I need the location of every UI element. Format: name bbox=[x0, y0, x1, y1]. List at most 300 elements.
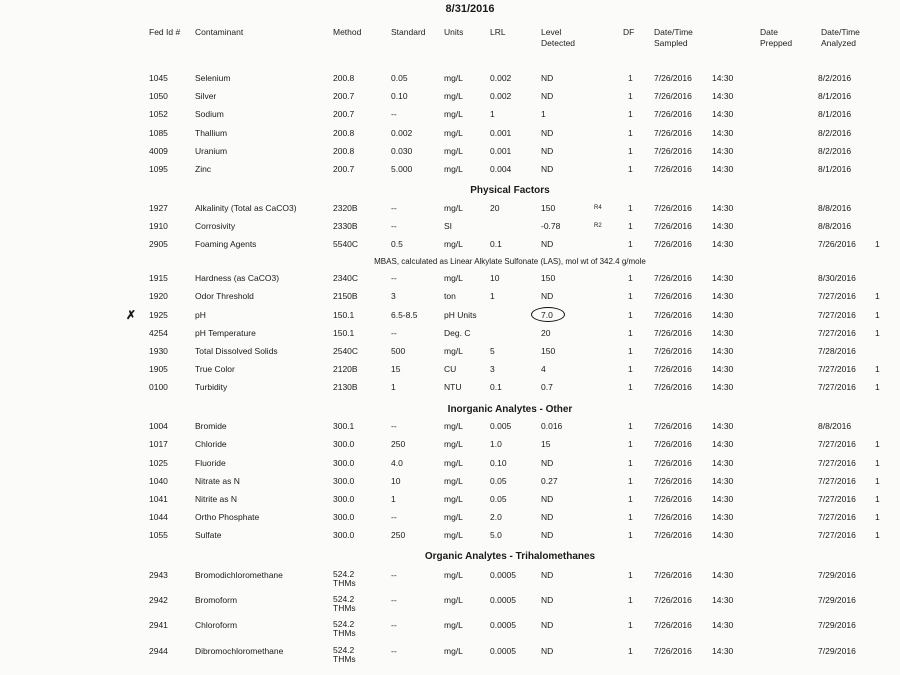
cell-date-sampled: 7/26/2016 bbox=[654, 620, 692, 630]
cell-contaminant: Foaming Agents bbox=[195, 239, 257, 249]
cell-df: 1 bbox=[628, 328, 633, 338]
cell-time-sampled: 14:30 bbox=[712, 476, 734, 486]
cell-date-analyzed: 8/1/2016 bbox=[818, 164, 852, 174]
cell-units: mg/L bbox=[444, 620, 463, 630]
cell-date-analyzed: 8/8/2016 bbox=[818, 221, 852, 231]
cell-fed-id: 1095 bbox=[149, 164, 168, 174]
cell-date-sampled: 7/26/2016 bbox=[654, 382, 692, 392]
cell-units: mg/L bbox=[444, 494, 463, 504]
col-date-analyzed: Date/Time Analyzed bbox=[821, 27, 860, 48]
cell-df: 1 bbox=[628, 382, 633, 392]
cell-lrl: 1 bbox=[490, 109, 495, 119]
cell-date-sampled: 7/26/2016 bbox=[654, 221, 692, 231]
cell-date-sampled: 7/26/2016 bbox=[654, 164, 692, 174]
col-date-sampled: Date/Time Sampled bbox=[654, 27, 693, 48]
cell-units: mg/L bbox=[444, 346, 463, 356]
cell-lrl: 10 bbox=[490, 273, 500, 283]
cell-fed-id: 1920 bbox=[149, 291, 168, 301]
cell-method: 200.7 bbox=[333, 91, 355, 101]
cell-fed-id: 1017 bbox=[149, 439, 168, 449]
cell-contaminant: Bromide bbox=[195, 421, 227, 431]
cell-date-analyzed: 8/8/2016 bbox=[818, 203, 852, 213]
cell-standard: -- bbox=[391, 273, 397, 283]
cell-standard: -- bbox=[391, 620, 397, 630]
cell-units: mg/L bbox=[444, 273, 463, 283]
handwritten-circle bbox=[531, 307, 565, 322]
cell-date-sampled: 7/26/2016 bbox=[654, 109, 692, 119]
cell-contaminant: Odor Threshold bbox=[195, 291, 254, 301]
cell-lrl: 3 bbox=[490, 364, 495, 374]
cell-units: mg/L bbox=[444, 91, 463, 101]
cell-contaminant: Silver bbox=[195, 91, 217, 101]
cell-standard: -- bbox=[391, 221, 397, 231]
cell-contaminant: pH Temperature bbox=[195, 328, 256, 338]
cell-time-sampled: 14:30 bbox=[712, 291, 734, 301]
cell-date-sampled: 7/26/2016 bbox=[654, 439, 692, 449]
cell-level-detected: ND bbox=[541, 458, 554, 468]
cell-units: mg/L bbox=[444, 128, 463, 138]
cell-time-sampled: 14:30 bbox=[712, 128, 734, 138]
section-title: Inorganic Analytes - Other bbox=[447, 404, 573, 415]
cell-date-analyzed: 7/27/2016 bbox=[818, 458, 856, 468]
cell-contaminant: Nitrite as N bbox=[195, 494, 238, 504]
cell-standard: -- bbox=[391, 109, 397, 119]
cell-date-sampled: 7/26/2016 bbox=[654, 476, 692, 486]
table-row bbox=[0, 109, 900, 123]
cell-level-detected: ND bbox=[541, 494, 554, 504]
cell-lrl: 0.002 bbox=[490, 73, 512, 83]
cell-contaminant: Dibromochloromethane bbox=[195, 646, 284, 656]
cell-method: 300.0 bbox=[333, 530, 355, 540]
cell-standard: 0.05 bbox=[391, 73, 408, 83]
cell-df: 1 bbox=[628, 128, 633, 138]
col-contaminant: Contaminant bbox=[195, 27, 244, 37]
cell-fed-id: 2905 bbox=[149, 239, 168, 249]
table-row bbox=[0, 530, 900, 544]
cell-df: 1 bbox=[628, 273, 633, 283]
cell-lrl: 5 bbox=[490, 346, 495, 356]
cell-standard: 0.10 bbox=[391, 91, 408, 101]
cell-time-analyzed-cut: 1 bbox=[875, 476, 880, 486]
cell-lrl: 0.001 bbox=[490, 146, 512, 156]
cell-date-sampled: 7/26/2016 bbox=[654, 595, 692, 605]
cell-fed-id: 1915 bbox=[149, 273, 168, 283]
cell-time-sampled: 14:30 bbox=[712, 310, 734, 320]
table-row bbox=[0, 73, 900, 87]
cell-time-sampled: 14:30 bbox=[712, 364, 734, 374]
section-title: Organic Analytes - Trihalomethanes bbox=[424, 551, 596, 562]
cell-method: 300.0 bbox=[333, 439, 355, 449]
cell-level-detected: ND bbox=[541, 570, 554, 580]
cell-units: pH Units bbox=[444, 310, 477, 320]
cell-standard: 6.5-8.5 bbox=[391, 310, 418, 320]
cell-method: 524.2 THMs bbox=[333, 569, 356, 588]
cell-lrl: 0.002 bbox=[490, 91, 512, 101]
cell-time-analyzed-cut: 1 bbox=[875, 512, 880, 522]
cell-date-sampled: 7/26/2016 bbox=[654, 512, 692, 522]
cell-lrl: 0.05 bbox=[490, 494, 507, 504]
cell-method: 2330B bbox=[333, 221, 358, 231]
cell-time-analyzed-cut: 1 bbox=[875, 458, 880, 468]
cell-time-analyzed-cut: 1 bbox=[875, 494, 880, 504]
cell-units: mg/L bbox=[444, 421, 463, 431]
cell-method: 150.1 bbox=[333, 310, 355, 320]
cell-method: 524.2 THMs bbox=[333, 645, 356, 664]
cell-standard: 250 bbox=[391, 530, 406, 540]
cell-level-detected: ND bbox=[541, 620, 554, 630]
cell-lrl: 0.001 bbox=[490, 128, 512, 138]
cell-time-sampled: 14:30 bbox=[712, 73, 734, 83]
cell-lrl: 0.004 bbox=[490, 164, 512, 174]
cell-date-analyzed: 8/2/2016 bbox=[818, 128, 852, 138]
cell-standard: 0.002 bbox=[391, 128, 413, 138]
cell-level-detected: 150 bbox=[541, 346, 556, 356]
cell-df: 1 bbox=[628, 239, 633, 249]
table-row bbox=[0, 128, 900, 142]
cell-method: 200.8 bbox=[333, 128, 355, 138]
cell-df: 1 bbox=[628, 512, 633, 522]
table-row bbox=[0, 203, 900, 217]
cell-lrl: 20 bbox=[490, 203, 500, 213]
cell-contaminant: Selenium bbox=[195, 73, 231, 83]
cell-time-sampled: 14:30 bbox=[712, 382, 734, 392]
table-row bbox=[0, 221, 900, 235]
cell-df: 1 bbox=[628, 109, 633, 119]
table-row bbox=[0, 476, 900, 490]
cell-units: mg/L bbox=[444, 646, 463, 656]
cell-fed-id: 2943 bbox=[149, 570, 168, 580]
cell-time-sampled: 14:30 bbox=[712, 458, 734, 468]
cell-date-sampled: 7/26/2016 bbox=[654, 310, 692, 320]
cell-fed-id: 1040 bbox=[149, 476, 168, 486]
cell-fed-id: 1041 bbox=[149, 494, 168, 504]
cell-method: 300.0 bbox=[333, 476, 355, 486]
cell-contaminant: Sodium bbox=[195, 109, 224, 119]
cell-date-analyzed: 7/27/2016 bbox=[818, 364, 856, 374]
cell-df: 1 bbox=[628, 421, 633, 431]
cell-time-sampled: 14:30 bbox=[712, 646, 734, 656]
cell-units: mg/L bbox=[444, 512, 463, 522]
cell-units: mg/L bbox=[444, 595, 463, 605]
cell-standard: 1 bbox=[391, 494, 396, 504]
cell-lrl: 2.0 bbox=[490, 512, 502, 522]
cell-contaminant: Sulfate bbox=[195, 530, 222, 540]
report-date: 8/31/2016 bbox=[445, 3, 495, 15]
cell-lrl: 0.1 bbox=[490, 239, 502, 249]
cell-standard: -- bbox=[391, 595, 397, 605]
cell-contaminant: pH bbox=[195, 310, 206, 320]
cell-fed-id: 1050 bbox=[149, 91, 168, 101]
cell-date-analyzed: 7/27/2016 bbox=[818, 382, 856, 392]
cell-date-sampled: 7/26/2016 bbox=[654, 146, 692, 156]
cell-date-analyzed: 8/30/2016 bbox=[818, 273, 856, 283]
cell-standard: 3 bbox=[391, 291, 396, 301]
cell-time-sampled: 14:30 bbox=[712, 91, 734, 101]
cell-units: ton bbox=[444, 291, 456, 301]
table-row bbox=[0, 291, 900, 305]
cell-time-analyzed-cut: 1 bbox=[875, 530, 880, 540]
table-row bbox=[0, 569, 900, 588]
cell-df: 1 bbox=[628, 346, 633, 356]
cell-contaminant: Chloroform bbox=[195, 620, 238, 630]
cell-time-sampled: 14:30 bbox=[712, 512, 734, 522]
table-row bbox=[0, 645, 900, 664]
cell-method: 2130B bbox=[333, 382, 358, 392]
cell-level-detected: ND bbox=[541, 646, 554, 656]
cell-date-sampled: 7/26/2016 bbox=[654, 291, 692, 301]
cell-level-detected: ND bbox=[541, 146, 554, 156]
cell-standard: 500 bbox=[391, 346, 406, 356]
cell-level-detected: 0.016 bbox=[541, 421, 563, 431]
table-row bbox=[0, 494, 900, 508]
cell-fed-id: 1044 bbox=[149, 512, 168, 522]
cell-date-analyzed: 7/27/2016 bbox=[818, 310, 856, 320]
cell-contaminant: Zinc bbox=[195, 164, 212, 174]
cell-units: mg/L bbox=[444, 239, 463, 249]
cell-date-analyzed: 7/29/2016 bbox=[818, 646, 856, 656]
cell-df: 1 bbox=[628, 91, 633, 101]
cell-method: 300.0 bbox=[333, 458, 355, 468]
cell-date-sampled: 7/26/2016 bbox=[654, 203, 692, 213]
cell-time-analyzed-cut: 1 bbox=[875, 364, 880, 374]
cell-fed-id: 1905 bbox=[149, 364, 168, 374]
cell-time-sampled: 14:30 bbox=[712, 221, 734, 231]
cell-units: mg/L bbox=[444, 109, 463, 119]
cell-df: 1 bbox=[628, 476, 633, 486]
cell-df: 1 bbox=[628, 146, 633, 156]
cell-level-detected: ND bbox=[541, 239, 554, 249]
cell-date-analyzed: 7/27/2016 bbox=[818, 494, 856, 504]
cell-level-detected: -0.78 bbox=[541, 221, 561, 231]
cell-df: 1 bbox=[628, 595, 633, 605]
cell-date-analyzed: 7/27/2016 bbox=[818, 291, 856, 301]
cell-df: 1 bbox=[628, 494, 633, 504]
cell-contaminant: Turbidity bbox=[195, 382, 228, 392]
cell-time-sampled: 14:30 bbox=[712, 620, 734, 630]
cell-level-detected: ND bbox=[541, 291, 554, 301]
cell-units: NTU bbox=[444, 382, 462, 392]
cell-fed-id: 1925 bbox=[149, 310, 168, 320]
cell-method: 2340C bbox=[333, 273, 359, 283]
cell-date-sampled: 7/26/2016 bbox=[654, 128, 692, 138]
cell-method: 200.7 bbox=[333, 164, 355, 174]
cell-qualifier: R2 bbox=[594, 223, 602, 229]
cell-level-detected: ND bbox=[541, 164, 554, 174]
cell-df: 1 bbox=[628, 364, 633, 374]
cell-standard: -- bbox=[391, 570, 397, 580]
section-note: MBAS, calculated as Linear Alkylate Sulfonate (LAS), mol wt of 342.4 g/mole bbox=[374, 257, 646, 266]
cell-lrl: 0.0005 bbox=[490, 570, 516, 580]
cell-method: 200.8 bbox=[333, 73, 355, 83]
cell-lrl: 0.0005 bbox=[490, 595, 516, 605]
cell-date-analyzed: 7/29/2016 bbox=[818, 595, 856, 605]
table-row bbox=[0, 91, 900, 105]
cell-contaminant: Corrosivity bbox=[195, 221, 236, 231]
cell-method: 150.1 bbox=[333, 328, 355, 338]
cell-contaminant: Thallium bbox=[195, 128, 228, 138]
cell-date-sampled: 7/26/2016 bbox=[654, 364, 692, 374]
cell-lrl: 1.0 bbox=[490, 439, 502, 449]
cell-fed-id: 2944 bbox=[149, 646, 168, 656]
cell-standard: 1 bbox=[391, 382, 396, 392]
table-row bbox=[0, 439, 900, 453]
cell-contaminant: True Color bbox=[195, 364, 235, 374]
cell-df: 1 bbox=[628, 291, 633, 301]
cell-units: mg/L bbox=[444, 146, 463, 156]
cell-lrl: 5.0 bbox=[490, 530, 502, 540]
cell-level-detected: 15 bbox=[541, 439, 551, 449]
cell-date-analyzed: 8/8/2016 bbox=[818, 421, 852, 431]
cell-date-analyzed: 7/29/2016 bbox=[818, 570, 856, 580]
cell-method: 524.2 THMs bbox=[333, 619, 356, 638]
cell-units: mg/L bbox=[444, 530, 463, 540]
cell-standard: -- bbox=[391, 646, 397, 656]
cell-fed-id: 2942 bbox=[149, 595, 168, 605]
cell-date-sampled: 7/26/2016 bbox=[654, 273, 692, 283]
cell-fed-id: 1927 bbox=[149, 203, 168, 213]
cell-method: 300.1 bbox=[333, 421, 355, 431]
cell-df: 1 bbox=[628, 458, 633, 468]
cell-lrl: 0.1 bbox=[490, 382, 502, 392]
cell-time-sampled: 14:30 bbox=[712, 595, 734, 605]
cell-date-analyzed: 7/28/2016 bbox=[818, 346, 856, 356]
cell-df: 1 bbox=[628, 164, 633, 174]
cell-date-analyzed: 8/2/2016 bbox=[818, 146, 852, 156]
cell-date-sampled: 7/26/2016 bbox=[654, 494, 692, 504]
cell-date-sampled: 7/26/2016 bbox=[654, 530, 692, 540]
cell-time-sampled: 14:30 bbox=[712, 439, 734, 449]
cell-units: mg/L bbox=[444, 570, 463, 580]
cell-df: 1 bbox=[628, 646, 633, 656]
cell-method: 5540C bbox=[333, 239, 359, 249]
cell-lrl: 0.005 bbox=[490, 421, 512, 431]
table-row bbox=[0, 273, 900, 287]
cell-standard: -- bbox=[391, 203, 397, 213]
col-level-detected: Level Detected bbox=[541, 27, 576, 48]
cell-standard: -- bbox=[391, 328, 397, 338]
cell-date-sampled: 7/26/2016 bbox=[654, 570, 692, 580]
cell-df: 1 bbox=[628, 570, 633, 580]
cell-time-sampled: 14:30 bbox=[712, 421, 734, 431]
cell-date-sampled: 7/26/2016 bbox=[654, 328, 692, 338]
cell-method: 200.8 bbox=[333, 146, 355, 156]
cell-standard: 0.030 bbox=[391, 146, 413, 156]
cell-standard: 0.5 bbox=[391, 239, 403, 249]
cell-time-sampled: 14:30 bbox=[712, 530, 734, 540]
cell-standard: 15 bbox=[391, 364, 401, 374]
table-row bbox=[0, 458, 900, 472]
cell-method: 200.7 bbox=[333, 109, 355, 119]
cell-time-sampled: 14:30 bbox=[712, 494, 734, 504]
table-row bbox=[0, 239, 900, 253]
col-fed-id: Fed Id # bbox=[149, 27, 181, 37]
cell-standard: 4.0 bbox=[391, 458, 403, 468]
cell-lrl: 0.05 bbox=[490, 476, 507, 486]
cell-units: mg/L bbox=[444, 439, 463, 449]
table-row bbox=[0, 619, 900, 638]
cell-fed-id: 0100 bbox=[149, 382, 168, 392]
cell-time-analyzed-cut: 1 bbox=[875, 239, 880, 249]
cell-level-detected: 7.0 bbox=[541, 310, 553, 320]
cell-date-sampled: 7/26/2016 bbox=[654, 646, 692, 656]
cell-contaminant: Bromoform bbox=[195, 595, 238, 605]
cell-lrl: 0.0005 bbox=[490, 620, 516, 630]
cell-standard: 10 bbox=[391, 476, 401, 486]
col-units: Units bbox=[444, 27, 464, 37]
cell-units: Deg. C bbox=[444, 328, 471, 338]
cell-date-analyzed: 7/27/2016 bbox=[818, 512, 856, 522]
cell-qualifier: R4 bbox=[594, 205, 602, 211]
cell-time-sampled: 14:30 bbox=[712, 273, 734, 283]
table-row bbox=[0, 382, 900, 396]
cell-fed-id: 2941 bbox=[149, 620, 168, 630]
cell-fed-id: 1910 bbox=[149, 221, 168, 231]
cell-date-analyzed: 7/26/2016 bbox=[818, 239, 856, 249]
cell-standard: 250 bbox=[391, 439, 406, 449]
cell-time-sampled: 14:30 bbox=[712, 203, 734, 213]
cell-df: 1 bbox=[628, 221, 633, 231]
cell-time-sampled: 14:30 bbox=[712, 570, 734, 580]
cell-fed-id: 1004 bbox=[149, 421, 168, 431]
cell-method: 300.0 bbox=[333, 512, 355, 522]
cell-standard: 5.000 bbox=[391, 164, 413, 174]
cell-time-analyzed-cut: 1 bbox=[875, 328, 880, 338]
cell-df: 1 bbox=[628, 439, 633, 449]
cell-level-detected: ND bbox=[541, 530, 554, 540]
cell-time-analyzed-cut: 1 bbox=[875, 291, 880, 301]
cell-fed-id: 1045 bbox=[149, 73, 168, 83]
cell-date-sampled: 7/26/2016 bbox=[654, 421, 692, 431]
cell-time-analyzed-cut: 1 bbox=[875, 439, 880, 449]
cell-time-sampled: 14:30 bbox=[712, 328, 734, 338]
cell-contaminant: Bromodichloromethane bbox=[195, 570, 283, 580]
handwritten-x-mark: ✗ bbox=[126, 308, 137, 322]
section-title: Physical Factors bbox=[470, 185, 550, 196]
cell-lrl: 1 bbox=[490, 291, 495, 301]
cell-level-detected: 1 bbox=[541, 109, 546, 119]
cell-units: mg/L bbox=[444, 458, 463, 468]
cell-units: mg/L bbox=[444, 476, 463, 486]
table-row bbox=[0, 594, 900, 613]
cell-lrl: 0.10 bbox=[490, 458, 507, 468]
cell-contaminant: Nitrate as N bbox=[195, 476, 240, 486]
cell-date-analyzed: 7/27/2016 bbox=[818, 476, 856, 486]
cell-fed-id: 1025 bbox=[149, 458, 168, 468]
col-standard: Standard bbox=[391, 27, 426, 37]
cell-contaminant: Uranium bbox=[195, 146, 228, 156]
cell-level-detected: ND bbox=[541, 512, 554, 522]
cell-date-sampled: 7/26/2016 bbox=[654, 458, 692, 468]
cell-date-sampled: 7/26/2016 bbox=[654, 346, 692, 356]
cell-level-detected: 0.7 bbox=[541, 382, 553, 392]
cell-units: mg/L bbox=[444, 164, 463, 174]
cell-level-detected: 150 bbox=[541, 273, 556, 283]
cell-fed-id: 4254 bbox=[149, 328, 168, 338]
cell-method: 300.0 bbox=[333, 494, 355, 504]
col-method: Method bbox=[333, 27, 362, 37]
cell-units: mg/L bbox=[444, 203, 463, 213]
cell-units: mg/L bbox=[444, 73, 463, 83]
cell-units: SI bbox=[444, 221, 453, 231]
cell-contaminant: Total Dissolved Solids bbox=[195, 346, 278, 356]
cell-lrl: 0.0005 bbox=[490, 646, 516, 656]
cell-level-detected: ND bbox=[541, 128, 554, 138]
cell-df: 1 bbox=[628, 203, 633, 213]
cell-method: 2540C bbox=[333, 346, 359, 356]
cell-contaminant: Fluoride bbox=[195, 458, 226, 468]
cell-date-analyzed: 8/1/2016 bbox=[818, 91, 852, 101]
cell-contaminant: Alkalinity (Total as CaCO3) bbox=[195, 203, 297, 213]
